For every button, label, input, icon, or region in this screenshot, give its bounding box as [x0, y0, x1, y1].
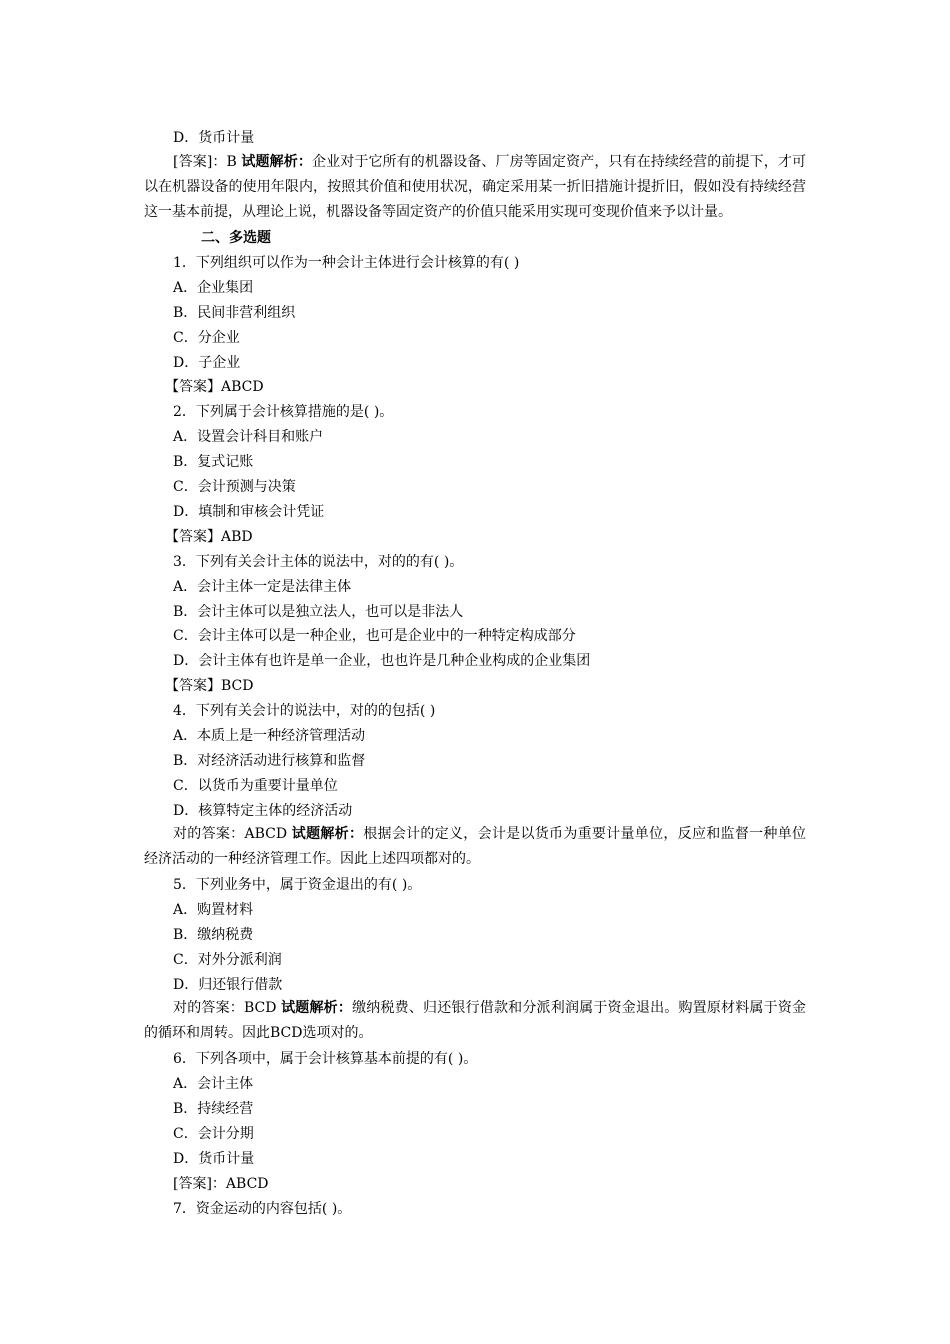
question-stem: 5．下列业务中，属于资金退出的有( )。 — [173, 877, 422, 893]
option-text: A．会计主体 — [173, 1076, 254, 1092]
option-text: A．购置材料 — [173, 902, 254, 918]
option-text: D．核算特定主体的经济活动 — [173, 803, 353, 819]
option-text: C．分企业 — [173, 330, 240, 346]
option-text: B．缴纳税费 — [173, 927, 254, 943]
explanation-text: 缴纳税费、归还银行借款和分派利润属于资金退出。购置原材料属于资金的循环和周转。因此BCD选项对的。 — [144, 1000, 807, 1041]
question-stem: 6．下列各项中，属于会计核算基本前提的有( )。 — [173, 1051, 478, 1067]
option-text: C．会计分期 — [173, 1126, 254, 1142]
question-stem: 7．资金运动的内容包括( )。 — [173, 1201, 352, 1217]
option-text: C．以货币为重要计量单位 — [173, 778, 338, 794]
option-text: D．子企业 — [173, 355, 241, 371]
explanation-text: 企业对于它所有的机器设备、厂房等固定资产，只有在持续经营的前提下，才可以在机器设备的使用年限内，按照其价值和使用状况，确定采用某一折旧措施计提折旧，假如没有持续经营这一基本前提，从理论上说，机器设备等固定资产的价值只能采用实现可变现价值来予以计量。 — [144, 154, 806, 220]
option-text: D．填制和审核会计凭证 — [173, 504, 325, 520]
answer-line: 【答案】BCD — [165, 678, 254, 694]
option-text: B．复式记账 — [173, 454, 254, 470]
option-text: A．本质上是一种经济管理活动 — [173, 728, 366, 744]
option-text: A．设置会计科目和账户 — [173, 429, 324, 445]
option-text: C．会计预测与决策 — [173, 479, 296, 495]
option-text: B．会计主体可以是独立法人，也可以是非法人 — [173, 604, 464, 620]
answer-line: [答案]：ABCD — [173, 1176, 269, 1192]
question-stem: 4．下列有关会计的说法中，对的的包括( ) — [173, 703, 436, 719]
answer-explanation — [144, 150, 806, 225]
option-text: B．持续经营 — [173, 1101, 254, 1117]
question-stem: 3．下列有关会计主体的说法中，对的的有( )。 — [173, 554, 464, 570]
answer-prefix: 对的答案：ABCD — [173, 826, 292, 842]
explanation-label: 试题解析： — [281, 1000, 353, 1016]
answer-line: 【答案】ABD — [165, 529, 253, 545]
explanation-text: 根据会计的定义，会计是以货币为重要计量单位，反应和监督一种单位经济活动的一种经济管理工作。因此上述四项都对的。 — [144, 826, 807, 867]
answer-explanation — [144, 996, 806, 1046]
question-stem: 2．下列属于会计核算措施的是( )。 — [173, 404, 394, 420]
explanation-label: 试题解析： — [291, 826, 364, 842]
option-text: B．对经济活动进行核算和监督 — [173, 753, 366, 769]
answer-explanation — [144, 822, 806, 872]
answer-prefix: [答案]：B — [173, 154, 242, 170]
option-text: C．会计主体可以是一种企业，也可是企业中的一种特定构成部分 — [173, 628, 576, 644]
option-text: D．会计主体有也许是单一企业，也也许是几种企业构成的企业集团 — [173, 653, 591, 669]
answer-prefix: 对的答案：BCD — [173, 1000, 282, 1016]
answer-line: 【答案】ABCD — [165, 379, 264, 395]
section-title: 二、多选题 — [201, 230, 271, 246]
option-text: B．民间非营利组织 — [173, 305, 296, 321]
option-text: D．货币计量 — [173, 130, 255, 146]
option-text: C．对外分派利润 — [173, 952, 282, 968]
option-text: A．企业集团 — [173, 280, 254, 296]
option-text: D．归还银行借款 — [173, 977, 283, 993]
question-stem: 1．下列组织可以作为一种会计主体进行会计核算的有( ) — [173, 255, 520, 271]
explanation-label: 试题解析： — [241, 154, 312, 170]
option-text: D．货币计量 — [173, 1151, 255, 1167]
option-text: A．会计主体一定是法律主体 — [173, 579, 352, 595]
